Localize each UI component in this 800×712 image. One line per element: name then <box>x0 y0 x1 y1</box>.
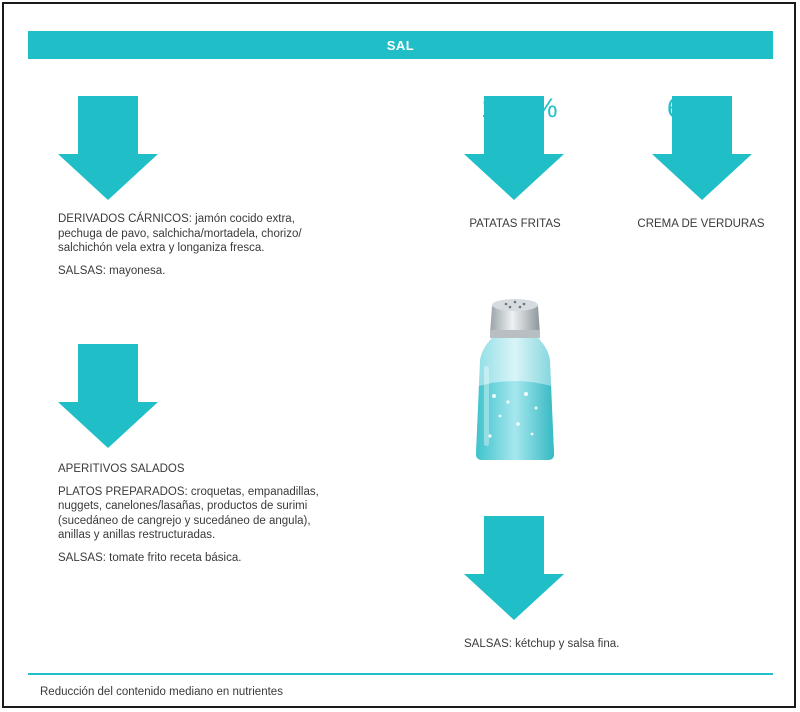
item-description <box>58 462 398 565</box>
description-line: anillas y anillas restructuradas. <box>58 529 216 541</box>
description-line: PLATOS PREPARADOS: croquetas, empanadillas, <box>58 485 319 498</box>
description-line: (sucedáneo de cangrejo y sucedáneo de angula), <box>58 514 311 527</box>
item-label: SALSAS: kétchup y salsa fina. <box>464 638 620 650</box>
description-line: SALSAS: tomate frito receta básica. <box>58 551 242 564</box>
footer-divider <box>28 673 773 675</box>
percent-label: 13,8% <box>481 93 558 123</box>
footer-caption: Reducción del contenido mediano en nutrientes <box>40 686 283 698</box>
description-line: SALSAS: mayonesa. <box>58 264 166 277</box>
item-label: PATATAS FRITAS <box>469 218 561 230</box>
percent-label: 16% <box>80 93 135 123</box>
description-line: APERITIVOS SALADOS <box>58 463 185 475</box>
description-line: pechuga de pavo, salchicha/mortadela, chorizo/ <box>58 227 302 240</box>
header-bar <box>28 31 773 59</box>
percent-label: 6,7% <box>667 93 729 123</box>
percent-label: 10% <box>82 341 137 371</box>
item-description <box>58 212 388 278</box>
salt-shaker-icon <box>470 296 560 464</box>
description-line: salchichón vela extra y longaniza fresca. <box>58 242 265 254</box>
percent-label: 5% <box>490 512 530 542</box>
description-line: nuggets, canelones/lasañas, productos de surimi <box>58 500 308 512</box>
header-title: SAL <box>386 37 415 53</box>
item-label: CREMA DE VERDURAS <box>637 218 765 230</box>
description-line: DERIVADOS CÁRNICOS: jamón cocido extra, <box>58 213 295 225</box>
